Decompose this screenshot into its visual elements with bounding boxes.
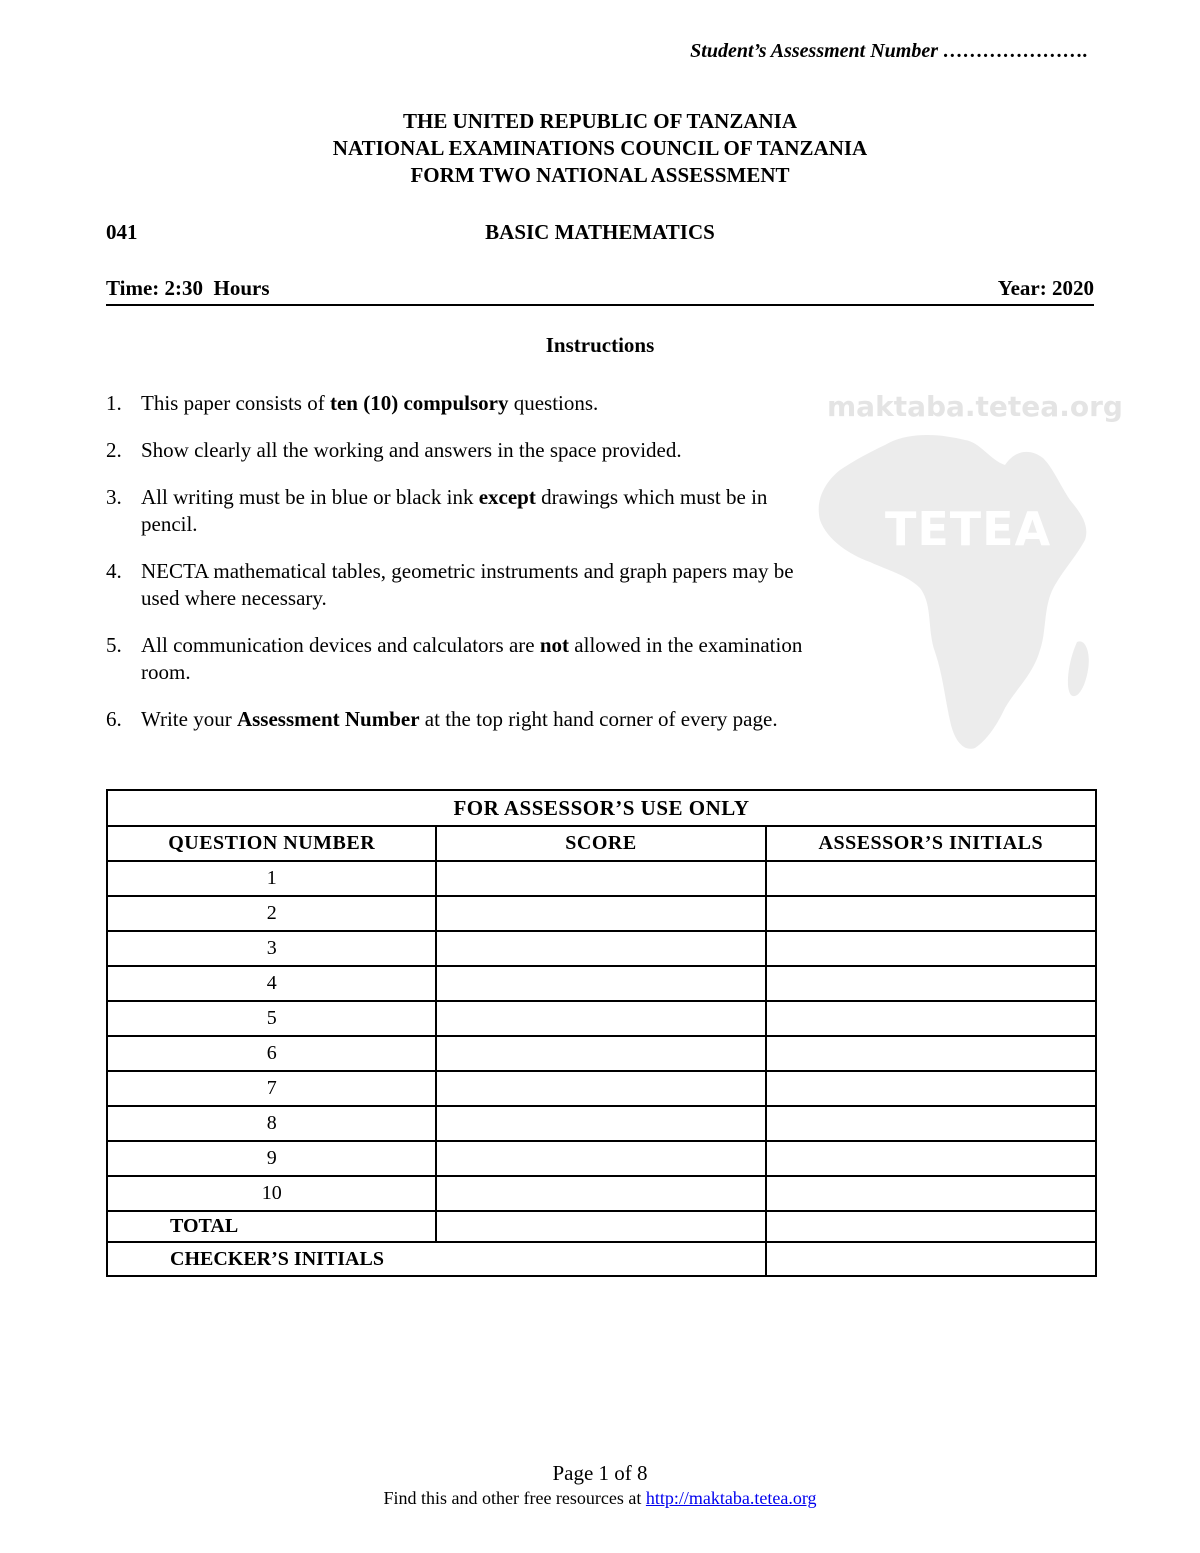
question-number-cell: 6 <box>107 1036 436 1071</box>
initials-cell[interactable] <box>766 1141 1096 1176</box>
score-cell[interactable] <box>436 1001 765 1036</box>
instruction-text: questions. <box>508 391 599 415</box>
instruction-item <box>106 484 816 538</box>
exam-year: Year: 2020 <box>997 276 1094 300</box>
score-cell[interactable] <box>436 966 765 1001</box>
question-number-cell: 3 <box>107 931 436 966</box>
initials-cell[interactable] <box>766 1071 1096 1106</box>
checker-row <box>107 1242 1096 1276</box>
question-number-cell: 9 <box>107 1141 436 1176</box>
total-initials-cell[interactable] <box>766 1211 1096 1242</box>
score-cell[interactable] <box>436 1036 765 1071</box>
checker-initials-cell[interactable] <box>766 1242 1096 1276</box>
question-number-cell: 2 <box>107 896 436 931</box>
total-row <box>107 1211 1096 1242</box>
initials-cell[interactable] <box>766 966 1096 1001</box>
instruction-emphasis: ten (10) compulsory <box>329 391 509 415</box>
heading-line-2: NATIONAL EXAMINATIONS COUNCIL OF TANZANIA <box>332 136 868 160</box>
table-row <box>107 1176 1096 1211</box>
instruction-number: 2. <box>106 438 122 462</box>
question-number-cell: 8 <box>107 1106 436 1141</box>
instruction-number: 4. <box>106 559 122 583</box>
instruction-number: 6. <box>106 707 122 731</box>
header-score: SCORE <box>436 826 765 861</box>
score-cell[interactable] <box>436 861 765 896</box>
instruction-number: 5. <box>106 633 122 657</box>
instruction-text: NECTA mathematical tables, geometric instruments and graph papers may be used where necessary. <box>141 559 794 610</box>
instruction-item <box>106 437 816 464</box>
subject-name: BASIC MATHEMATICS <box>485 220 715 244</box>
heading-line-1: THE UNITED REPUBLIC OF TANZANIA <box>402 109 797 133</box>
resources-line <box>0 1486 1200 1510</box>
time-year-row <box>106 276 1094 306</box>
instruction-text: All writing must be in blue or black ink <box>141 485 479 509</box>
instruction-number: 3. <box>106 485 122 509</box>
page-number: Page 1 of 8 <box>552 1461 648 1485</box>
question-number-cell: 7 <box>107 1071 436 1106</box>
instruction-text: Show clearly all the working and answers in the space provided. <box>141 438 682 462</box>
subject-code: 041 <box>106 220 138 244</box>
score-cell[interactable] <box>436 931 765 966</box>
instruction-text: allowed in the examination room. <box>141 633 803 684</box>
heading-line-3: FORM TWO NATIONAL ASSESSMENT <box>410 163 790 187</box>
instruction-emphasis: except <box>478 485 536 509</box>
table-row <box>107 1071 1096 1106</box>
score-cell[interactable] <box>436 896 765 931</box>
instruction-text: Write your <box>141 707 237 731</box>
assessment-number-field: Student’s Assessment Number …………………. <box>690 40 1088 62</box>
table-row <box>107 896 1096 931</box>
table-row <box>107 1106 1096 1141</box>
instruction-item <box>106 706 816 733</box>
resources-text: Find this and other free resources at <box>383 1488 646 1508</box>
instruction-text: drawings which must be in pencil. <box>141 485 768 536</box>
score-cell[interactable] <box>436 1071 765 1106</box>
score-cell[interactable] <box>436 1106 765 1141</box>
instruction-emphasis: not <box>539 633 570 657</box>
score-cell[interactable] <box>436 1141 765 1176</box>
header-assessor-initials: ASSESSOR’S INITIALS <box>766 826 1096 861</box>
instruction-number: 1. <box>106 391 122 415</box>
table-title: FOR ASSESSOR’S USE ONLY <box>107 790 1096 826</box>
question-number-cell: 5 <box>107 1001 436 1036</box>
instructions-title: Instructions <box>545 333 655 357</box>
watermark-brand: TETEA <box>885 502 1052 556</box>
initials-cell[interactable] <box>766 861 1096 896</box>
score-cell[interactable] <box>436 1176 765 1211</box>
initials-cell[interactable] <box>766 1001 1096 1036</box>
table-row <box>107 1141 1096 1176</box>
africa-map-icon <box>815 390 1100 760</box>
instruction-text: at the top right hand corner of every page. <box>419 707 778 731</box>
assessor-score-table <box>106 789 1097 1277</box>
instruction-text: This paper consists of <box>141 391 330 415</box>
initials-cell[interactable] <box>766 1036 1096 1071</box>
instruction-item <box>106 390 816 417</box>
page-footer <box>0 1460 1200 1510</box>
total-label: TOTAL <box>107 1211 436 1242</box>
initials-cell[interactable] <box>766 896 1096 931</box>
header-question-number: QUESTION NUMBER <box>107 826 436 861</box>
instruction-emphasis: Assessment Number <box>236 707 420 731</box>
exam-heading <box>0 108 1200 189</box>
table-row <box>107 1036 1096 1071</box>
instruction-text: All communication devices and calculators are <box>141 633 540 657</box>
table-row <box>107 1001 1096 1036</box>
instruction-item <box>106 632 816 686</box>
total-score-cell[interactable] <box>436 1211 765 1242</box>
question-number-cell: 4 <box>107 966 436 1001</box>
table-row <box>107 861 1096 896</box>
table-row <box>107 966 1096 1001</box>
checker-initials-label: CHECKER’S INITIALS <box>107 1242 766 1276</box>
instructions-list <box>106 390 816 753</box>
question-number-cell: 1 <box>107 861 436 896</box>
time-allowed: Time: 2:30 Hours <box>106 276 270 300</box>
initials-cell[interactable] <box>766 1106 1096 1141</box>
table-row <box>107 931 1096 966</box>
question-number-cell: 10 <box>107 1176 436 1211</box>
watermark-url: maktaba.tetea.org <box>827 390 1123 423</box>
initials-cell[interactable] <box>766 1176 1096 1211</box>
resources-link[interactable]: http://maktaba.tetea.org <box>645 1488 817 1508</box>
instruction-item <box>106 558 816 612</box>
initials-cell[interactable] <box>766 931 1096 966</box>
watermark <box>815 390 1123 760</box>
